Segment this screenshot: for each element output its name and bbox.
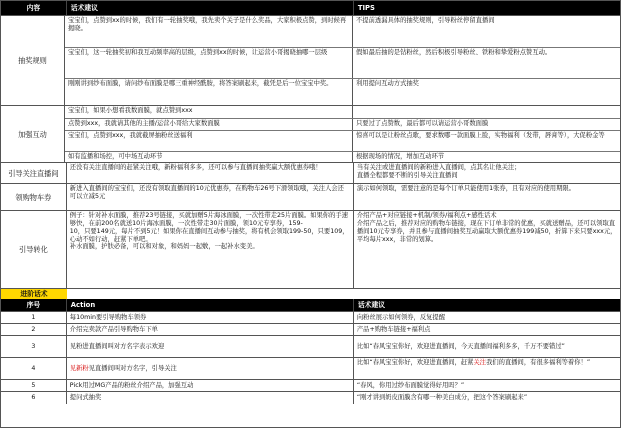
- table-row: [1, 357, 620, 379]
- script-cell: 还没有关注直播间的赶紧关注哦，新粉福利多多，还可以参与直播间抽奖赢大额优惠券哦！: [67, 163, 354, 183]
- tips-cell: 当有关注或进直播间的新粉进入直播间，点其名让他关注； 直播全程都要不断的引导关注直播间: [356, 164, 521, 179]
- row-index: 2: [1, 324, 67, 335]
- table-header: [1, 1, 620, 15]
- row-index: 1: [1, 312, 67, 323]
- advanced-title: 进阶话术: [1, 289, 67, 299]
- header-content: 内容: [1, 1, 67, 15]
- script-cell: 宝宝们，点赞到xx的时候，我们有一轮抽奖哦，我先卖个关子是什么奖品，大家积极点赞，到时候再揭晓。: [65, 16, 353, 47]
- section-label: 领购物车券: [1, 184, 67, 210]
- advanced-header: [1, 299, 620, 311]
- action-highlight: 见新粉: [69, 364, 89, 372]
- section-boost-interaction: [1, 105, 620, 162]
- tips-cell: 惊喜可以是让粉丝点歌，要求数哪一款面膜上脸，实物福利（发带，唇膏等），大促粉金等: [356, 132, 605, 139]
- header-action: Action: [67, 299, 354, 311]
- action-cell: 提问式抽奖: [67, 392, 354, 404]
- table-row: [1, 311, 620, 323]
- script-highlight: 关注: [473, 359, 487, 366]
- tips-cell: 利用提问互动方式抽奖: [356, 80, 419, 87]
- tips-cell: 介绍产品+对应链接+机制/领券/福利点+感性话术 介绍产品之后，推荐对应的购物车链接，现在下订单非常的优惠，买就送赠品，还可以领取直播间10元专享券，并且参与直播间抽奖互动赢取大额优惠券199减50，折算下来只要xxx元，平均每片xxx，非常的划算。: [356, 212, 617, 243]
- script-cell: 比如“春风宝宝你好，欢迎进直播间，今天直播间福利多多，千万不要错过”: [356, 342, 565, 350]
- section-lottery-rules: [1, 15, 620, 105]
- tips-cell: 根据现场的情况，增加互动环节: [356, 153, 445, 160]
- table-row: [1, 335, 620, 357]
- script-text-pre: 比如“春风宝宝你好，欢迎进直播间，赶紧: [356, 359, 474, 366]
- row-index: 4: [1, 358, 67, 379]
- script-cell: 例子：针对补水面膜，推荐23号链接，买就加赠5片海冰面膜，一次性带走25片面膜。如果你的手速够快，在前200名就送10片海冰面膜，一次性带走30片面膜，领10元专享券，159- 10，只要149元，每片不到5元！如果你在直播间互动参与抽奖，将有机会领取199-50，只要109，心动不如行动，赶紧下单吧。 补水面膜，护肤必备，可以和对象，和妈妈一起敷，一起补水变美。: [67, 211, 354, 288]
- row-index: 3: [1, 336, 67, 357]
- section-label: 加强互动: [1, 106, 65, 162]
- tips-cell: 假如最后抽的是钻粉丝，然后积极引导粉丝、铁粉和挚爱粉点赞互动。: [356, 49, 552, 56]
- table-row: [65, 78, 620, 105]
- script-text-post: 我们的直播间，有很多福利等着你！”: [486, 359, 591, 366]
- action-cell: 介绍完卖款产品引导购物车下单: [67, 324, 354, 335]
- script-cell: 宝宝们，这一轮抽奖初和我互动频率高的层级，点赞到xx的时候，让运营小哥揭晓抽哪一层级: [65, 48, 353, 78]
- table-row: [1, 391, 620, 404]
- table-row: [1, 323, 620, 335]
- script-cell: 宝宝们，如果小想看我数面膜，就点赞到xxx: [65, 106, 353, 118]
- script-cell: 如有监播和场控，可中场互动环节: [65, 152, 353, 162]
- tips-cell: 不提前透漏具体的抽奖规则，引导粉丝停留直播间: [356, 17, 495, 24]
- tips-cell: 演示如何领取，需要注意的是每个订单只能使用1张券，且有对应的使用期限。: [356, 185, 575, 192]
- row-follow-guide: [1, 162, 620, 183]
- script-cell: 产品+购物车链接+福利点: [356, 325, 431, 333]
- row-index: 5: [1, 380, 67, 391]
- script-cell: 向粉丝展示如何领券，反复提醒: [356, 313, 446, 321]
- table-row: [65, 16, 620, 47]
- tips-cell: 只要过了点赞数，最后都可以请运营小哥数面膜: [356, 120, 489, 127]
- script-cell: 点赞到xxx，我就请其他的主播/运营小哥给大家数面膜: [65, 119, 353, 130]
- table-row: [1, 379, 620, 391]
- script-cell: 宝宝们，点赞到xxx，我就截屏抽粉丝送福利: [65, 131, 353, 151]
- header-tips: TIPS: [357, 3, 375, 12]
- header-index: 序号: [1, 299, 67, 311]
- table-row: [65, 106, 620, 118]
- action-cell: 每10min要引导购物车领券: [67, 312, 354, 323]
- action-cell: [67, 358, 354, 379]
- tips-cell: [353, 106, 620, 118]
- header-script: 话术建议: [357, 300, 386, 309]
- row-cart-coupon: [1, 183, 620, 210]
- advanced-title-bar: [1, 288, 620, 299]
- section-label: 抽奖规则: [1, 16, 65, 105]
- section-label: 引导转化: [1, 211, 67, 288]
- action-cell: 见粉进直播间叫对方名字表示欢迎: [67, 336, 354, 357]
- action-text: 见直播间叫对方名字，引导关注: [88, 364, 177, 372]
- table-row: [65, 130, 620, 151]
- row-conversion: [1, 210, 620, 288]
- table-row: [65, 118, 620, 130]
- script-cell: “刚才讲到奶皮面膜含有哪一种美白成分，把这个答案刷起来”: [356, 394, 528, 402]
- script-cell: 新进入直播间的宝宝们，还没有领取直播间的10元优惠券，在购物车26号下滑领取哦，关注人会还可以立减5元: [67, 184, 354, 210]
- table-row: [65, 47, 620, 78]
- action-cell: Pick用过MG产品的粉丝介绍产品，加强互动: [67, 380, 354, 391]
- header-script: 话术建议: [67, 1, 354, 15]
- row-index: 6: [1, 392, 67, 404]
- script-cell: 刚刚讲到纱布面膜，请问纱布面膜是哪三重神经酰胺，将答案刷起来，截凭是后一位宝宝中奖。: [65, 79, 353, 105]
- script-cell: [354, 358, 620, 379]
- section-label: 引导关注直播间: [1, 163, 67, 183]
- table-row: [65, 151, 620, 162]
- script-cell: “春风，你用过纱布面膜觉得好用吗？”: [356, 381, 465, 389]
